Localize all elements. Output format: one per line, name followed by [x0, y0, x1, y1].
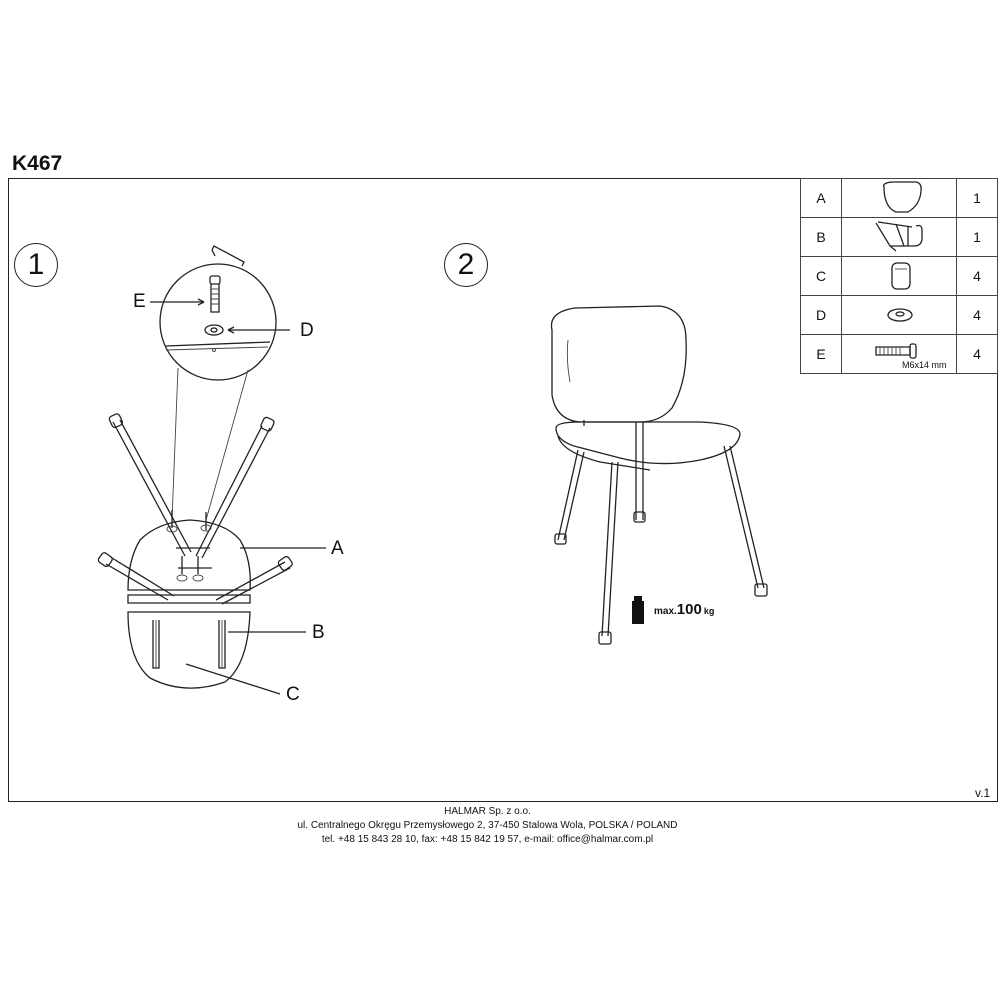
footer-address: ul. Centralnego Okręgu Przemysłowego 2, 37-450 Stalowa Wola, POLSKA / POLAND	[297, 820, 678, 831]
max-load-unit: kg	[703, 606, 715, 616]
part-letter: A	[801, 179, 842, 218]
part-letter: C	[801, 257, 842, 296]
version-label: v.1	[975, 786, 991, 800]
part-letter: D	[801, 296, 842, 335]
max-load-label	[654, 601, 714, 619]
part-qty: 1	[957, 218, 998, 257]
part-letter: E	[801, 335, 842, 374]
model-number: K467	[12, 152, 63, 175]
part-qty: 4	[957, 257, 998, 296]
max-load-prefix: max.	[654, 606, 677, 617]
part-qty: 1	[957, 179, 998, 218]
footer-contact: tel. +48 15 843 28 10, fax: +48 15 842 19 57, e-mail: office@halmar.com.pl	[321, 834, 654, 845]
callout-b: B	[312, 622, 325, 643]
callout-d: D	[300, 320, 314, 341]
step-1-badge: 1	[14, 243, 58, 287]
part-qty: 4	[957, 296, 998, 335]
step-2-badge: 2	[444, 243, 488, 287]
callout-a: A	[331, 538, 344, 559]
callout-c: C	[286, 684, 300, 705]
callout-e: E	[133, 291, 146, 312]
part-qty: 4	[957, 335, 998, 374]
part-letter: B	[801, 218, 842, 257]
footer	[0, 805, 975, 847]
footer-company: HALMAR Sp. z o.o.	[444, 806, 531, 817]
bolt-size-caption: M6x14 mm	[902, 360, 947, 370]
max-load-value: 100	[676, 601, 702, 618]
